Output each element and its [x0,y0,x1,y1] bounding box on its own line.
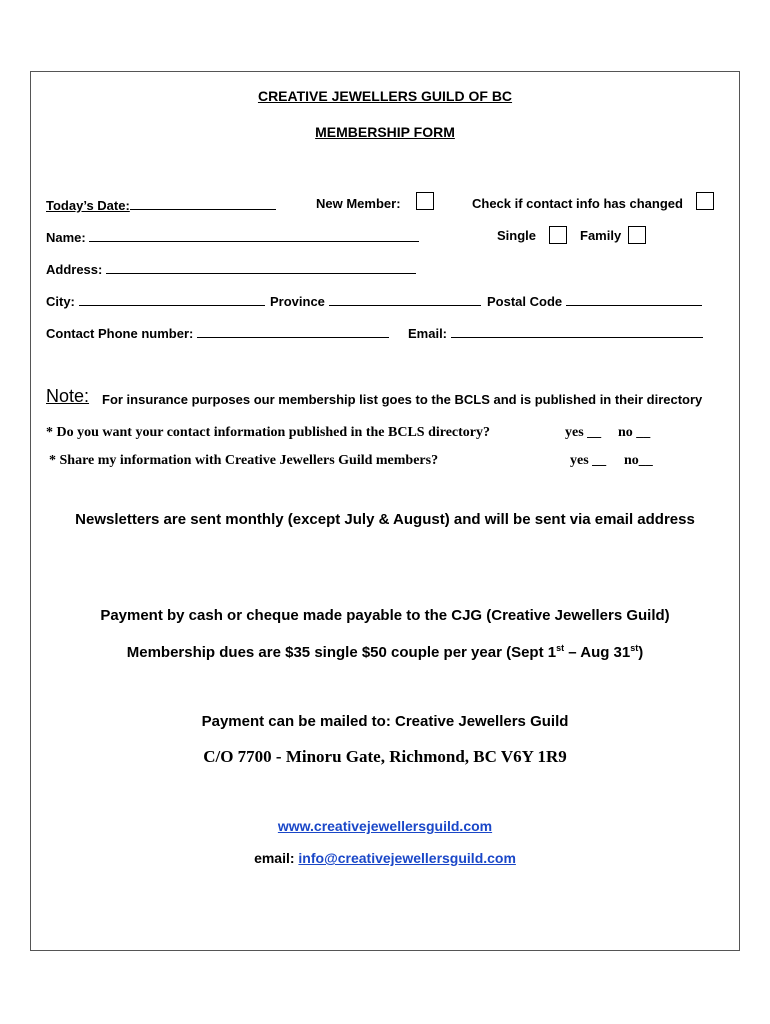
contact-changed-label: Check if contact info has changed [472,196,683,211]
page-subtitle: MEMBERSHIP FORM [315,124,455,140]
mail-to-text: Payment can be mailed to: Creative Jewellers Guild [201,713,569,730]
website-row [0,818,770,834]
todays-date-field[interactable]: Today’s Date: [46,196,276,213]
email-link[interactable]: info@creativejewellersguild.com [298,850,516,866]
question-share-info: * Share my information with Creative Jewellers Guild members? [49,453,439,468]
family-checkbox[interactable] [628,226,646,244]
province-field[interactable]: Province [270,292,481,309]
city-field[interactable]: City: [46,292,265,309]
q1-yes-option[interactable]: yes __ [565,425,602,440]
family-label: Family [580,228,622,243]
note-text: For insurance purposes our membership list goes to the BCLS and is published in their directory [102,392,703,407]
phone-field[interactable]: Contact Phone number: [46,324,389,341]
website-link[interactable]: www.creativejewellersguild.com [277,818,493,834]
single-label: Single [497,228,537,243]
payment-text: Payment by cash or cheque made payable to the CJG (Creative Jewellers Guild) [100,607,670,624]
mailing-address: C/O 7700 - Minoru Gate, Richmond, BC V6Y 1R9 [203,747,567,766]
email-row: email: info@creativejewellersguild.com [254,850,516,866]
address-field[interactable]: Address: [46,260,416,277]
single-checkbox[interactable] [549,226,567,244]
question-bcls-directory: * Do you want your contact information published in the BCLS directory? [46,425,491,440]
note-heading: Note: [46,386,90,406]
name-field[interactable]: Name: [46,228,419,245]
new-member-label: New Member: [316,196,401,211]
contact-changed-checkbox[interactable] [696,192,714,210]
email-field[interactable]: Email: [408,324,703,341]
q2-yes-option[interactable]: yes __ [570,453,607,468]
newsletter-text: Newsletters are sent monthly (except July & August) and will be sent via email address [75,511,695,528]
page-title: CREATIVE JEWELLERS GUILD OF BC [257,88,513,104]
dues-text: Membership dues are $35 single $50 couple per year (Sept 1st – Aug 31st) [126,643,644,661]
postal-code-field[interactable]: Postal Code [487,292,702,309]
q2-no-option[interactable]: no__ [624,453,653,468]
q1-no-option[interactable]: no __ [618,425,651,440]
new-member-checkbox[interactable] [416,192,434,210]
